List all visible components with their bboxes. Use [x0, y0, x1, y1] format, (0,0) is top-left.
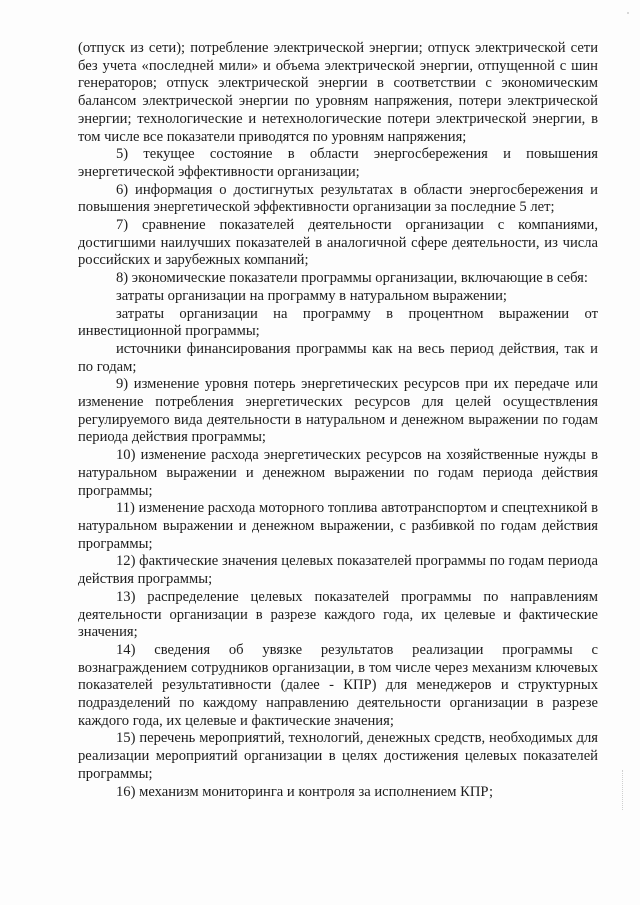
paragraph-item-8-costs-percent: затраты организации на программу в процентном выражении от инвестиционной программы; [78, 305, 598, 340]
paragraph-continuation: (отпуск из сети); потребление электрической энергии; отпуск электрической сети без учета «последней мили» и объема электрической энергии, отпущенной с шин генераторов; отпуск электрической энергии в соответствии с экономическим балансом электрической энергии по уровням напряжения, потери электрической энергии; технологические и нетехнологические потери электрической энергии, в том числе все показатели приводятся по уровням напряжения; [78, 40, 598, 145]
paragraph-item-13: 13) распределение целевых показателей программы по направлениям деятельности организации в разрезе каждого года, их целевые и фактические значения; [78, 588, 598, 641]
document-body [78, 40, 598, 801]
paragraph-item-15: 15) перечень мероприятий, технологий, денежных средств, необходимых для реализации мероприятий организации в целях достижения целевых показателей программы; [78, 730, 598, 782]
paragraph-item-5: 5) текущее состояние в области энергосбережения и повышения энергетической эффективности организации; [78, 146, 598, 180]
paragraph-item-11: 11) изменение расхода моторного топлива автотранспортом и спецтехникой в натуральном выражении и денежном выражении, с разбивкой по годам действия программы; [78, 500, 598, 552]
paragraph-item-6: 6) информация о достигнутых результатах в области энергосбережения и повышения энергетической эффективности организации за последние 5 лет; [78, 181, 598, 216]
paragraph-item-16: 16) механизм мониторинга и контроля за исполнением КПР; [116, 783, 494, 800]
paragraph-item-7: 7) сравнение показателей деятельности организации с компаниями, достигшими наилучших показателей в аналогичной сфере деятельности, из числа российских и зарубежных компаний; [78, 217, 598, 269]
paragraph-item-12: 12) фактические значения целевых показателей программы по годам периода действия программы; [78, 553, 598, 588]
paragraph-item-8: 8) экономические показатели программы организации, включающие в себя: [116, 270, 588, 287]
paragraph-item-14: 14) сведения об увязке результатов реализации программы с вознаграждением сотрудников организации, в том числе через механизм ключевых показателей результативности (далее - КПР) для менеджеров и структурных подразделений по каждому направлению деятельности организации в разрезе каждого года, их целевые и фактические значения; [78, 641, 598, 729]
paragraph-item-9: 9) изменение уровня потерь энергетических ресурсов при их передаче или изменение потребления энергетических ресурсов для целей осуществления регулируемого вида деятельности в натуральном и денежном выражении по годам периода действия программы; [78, 376, 598, 446]
scan-artifact [627, 12, 629, 14]
paragraph-item-8-funding-sources: источники финансирования программы как на весь период действия, так и по годам; [78, 340, 598, 375]
paragraph-item-8-costs-natural: затраты организации на программу в натуральном выражении; [116, 287, 507, 304]
scan-edge-mark [622, 770, 624, 810]
paragraph-item-10: 10) изменение расхода энергетических ресурсов на хозяйственные нужды в натуральном выражении и денежном выражении по годам периода действия программы; [78, 447, 598, 499]
